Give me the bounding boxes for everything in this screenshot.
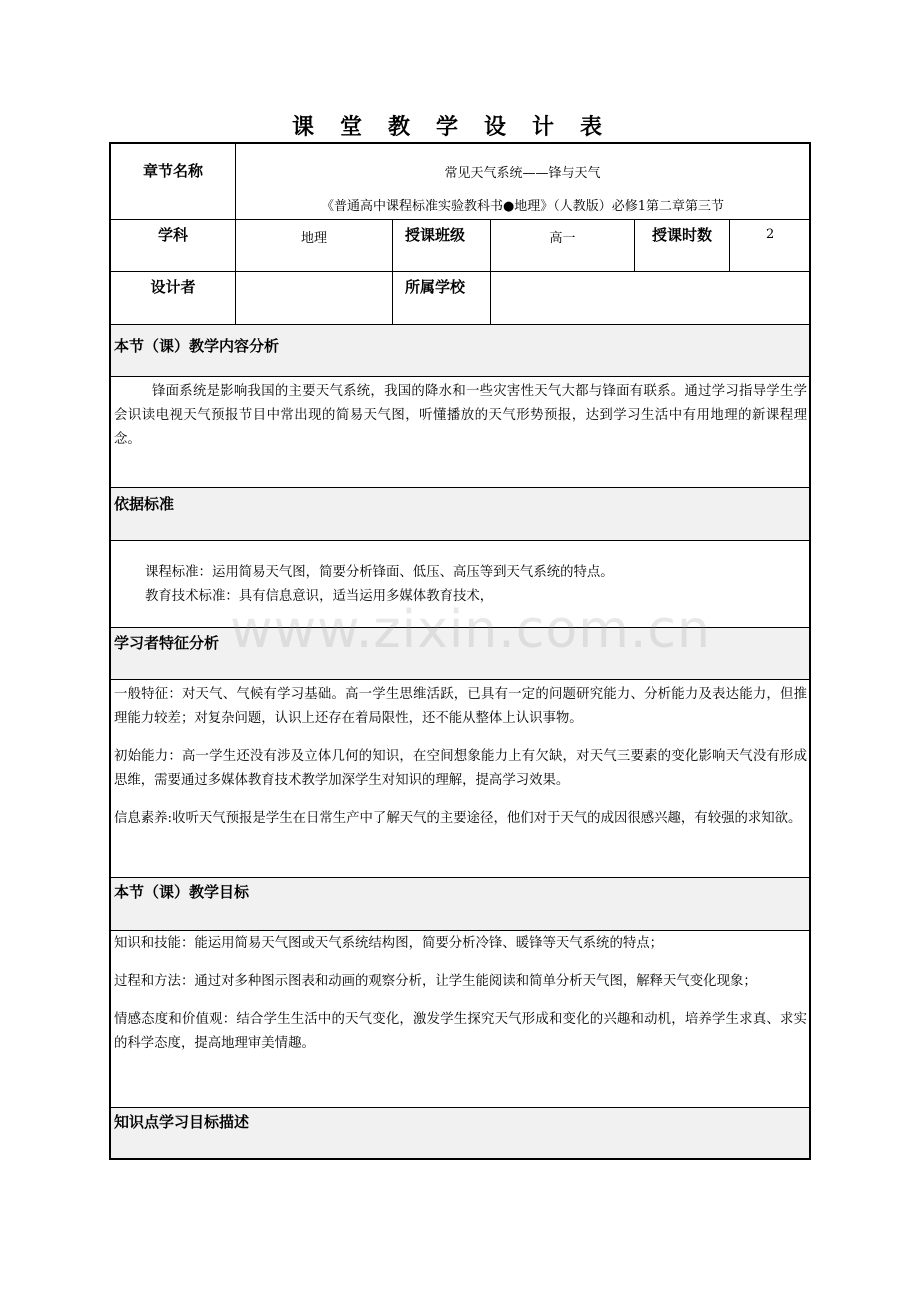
chapter-label-cell bbox=[111, 144, 235, 219]
goals-attitude-text: 情感态度和价值观：结合学生生活中的天气变化，激发学生探究天气形成和变化的兴趣和动机，培养学生求真、求实的科学态度，提高地理审美情趣。 bbox=[114, 1012, 807, 1051]
school-label: 所属学校 bbox=[405, 278, 466, 296]
knowledge-header bbox=[111, 1107, 809, 1158]
learner-header bbox=[111, 627, 809, 679]
subject-value: 地理 bbox=[300, 231, 327, 246]
designer-row bbox=[111, 271, 809, 324]
goals-title: 本节（课）教学目标 bbox=[114, 883, 250, 901]
chapter-textbook: 《普通高中课程标准实验教科书●地理》（人教版）必修1第二章第三节 bbox=[320, 199, 725, 214]
chapter-label: 章节名称 bbox=[142, 162, 203, 180]
learner-title: 学习者特征分析 bbox=[114, 634, 220, 652]
page-title: 课堂教学设计表 bbox=[291, 114, 628, 140]
learner-initial-text: 初始能力：高一学生还没有涉及立体几何的知识，在空间想象能力上有欠缺，对天气三要素的变化影响天气没有形成思维，需要通过多媒体教育技术教学加深学生对知识的理解，提高学习效果。 bbox=[114, 749, 807, 788]
learner-body bbox=[111, 679, 809, 877]
hours-value: 2 bbox=[766, 227, 775, 242]
standard-tech-text: 教育技术标准：具有信息意识，适当运用多媒体教育技术， bbox=[145, 589, 494, 604]
class-value: 高一 bbox=[549, 231, 576, 246]
learner-info-text: 信息素养:收听天气预报是学生在日常生产中了解天气的主要途径，他们对于天气的成因很感兴趣，有较强的求知欲。 bbox=[114, 811, 802, 826]
school-value-cell bbox=[490, 272, 809, 324]
content-analysis-text: 锋面系统是影响我国的主要天气系统，我国的降水和一些灾害性天气大都与锋面有联系。通过学习指导学生学会识读电视天气预报节目中常出现的简易天气图，听懂播放的天气形势预报，达到学习生活中有用地理的新课程理念。 bbox=[114, 384, 807, 447]
school-label-cell bbox=[392, 272, 490, 324]
standard-title: 依据标准 bbox=[114, 495, 175, 513]
watermark: www.zixin.com.cn bbox=[230, 600, 711, 660]
goals-body bbox=[111, 930, 809, 1107]
class-label: 授课班级 bbox=[405, 226, 466, 244]
designer-label: 设计者 bbox=[150, 278, 196, 296]
standard-header bbox=[111, 487, 809, 540]
subject-value-cell bbox=[235, 220, 392, 271]
subject-row bbox=[111, 219, 809, 271]
subject-label-cell bbox=[111, 220, 235, 271]
learner-general-text: 一般特征：对天气、气候有学习基础。高一学生思维活跃，已具有一定的问题研究能力、分析能力及表达能力，但推理能力较差；对复杂问题，认识上还存在着局限性，还不能从整体上认识事物。 bbox=[114, 687, 807, 726]
hours-label-cell bbox=[634, 220, 729, 271]
content-analysis-body bbox=[111, 376, 809, 487]
chapter-value-cell bbox=[235, 144, 809, 219]
lesson-design-table bbox=[109, 142, 811, 1160]
designer-label-cell bbox=[111, 272, 235, 324]
content-analysis-title: 本节（课）教学内容分析 bbox=[114, 337, 280, 355]
hours-value-cell bbox=[729, 220, 809, 271]
content-analysis-header bbox=[111, 324, 809, 376]
standard-course-text: 课程标准：运用简易天气图，简要分析锋面、低压、高压等到天气系统的特点。 bbox=[145, 565, 614, 580]
chapter-row bbox=[111, 144, 809, 219]
class-value-cell bbox=[490, 220, 634, 271]
goals-header bbox=[111, 877, 809, 930]
standard-body bbox=[111, 540, 809, 627]
knowledge-title: 知识点学习目标描述 bbox=[114, 1113, 250, 1131]
goals-knowledge-text: 知识和技能：能运用简易天气图或天气系统结构图，简要分析冷锋、暖锋等天气系统的特点； bbox=[114, 936, 664, 951]
hours-label: 授课时数 bbox=[651, 226, 712, 244]
chapter-title: 常见天气系统——锋与天气 bbox=[444, 166, 601, 181]
designer-value-cell bbox=[235, 272, 392, 324]
goals-process-text: 过程和方法：通过对多种图示图表和动画的观察分析，让学生能阅读和简单分析天气图，解释天气变化现象； bbox=[114, 974, 757, 989]
class-label-cell bbox=[392, 220, 490, 271]
subject-label: 学科 bbox=[157, 226, 188, 244]
